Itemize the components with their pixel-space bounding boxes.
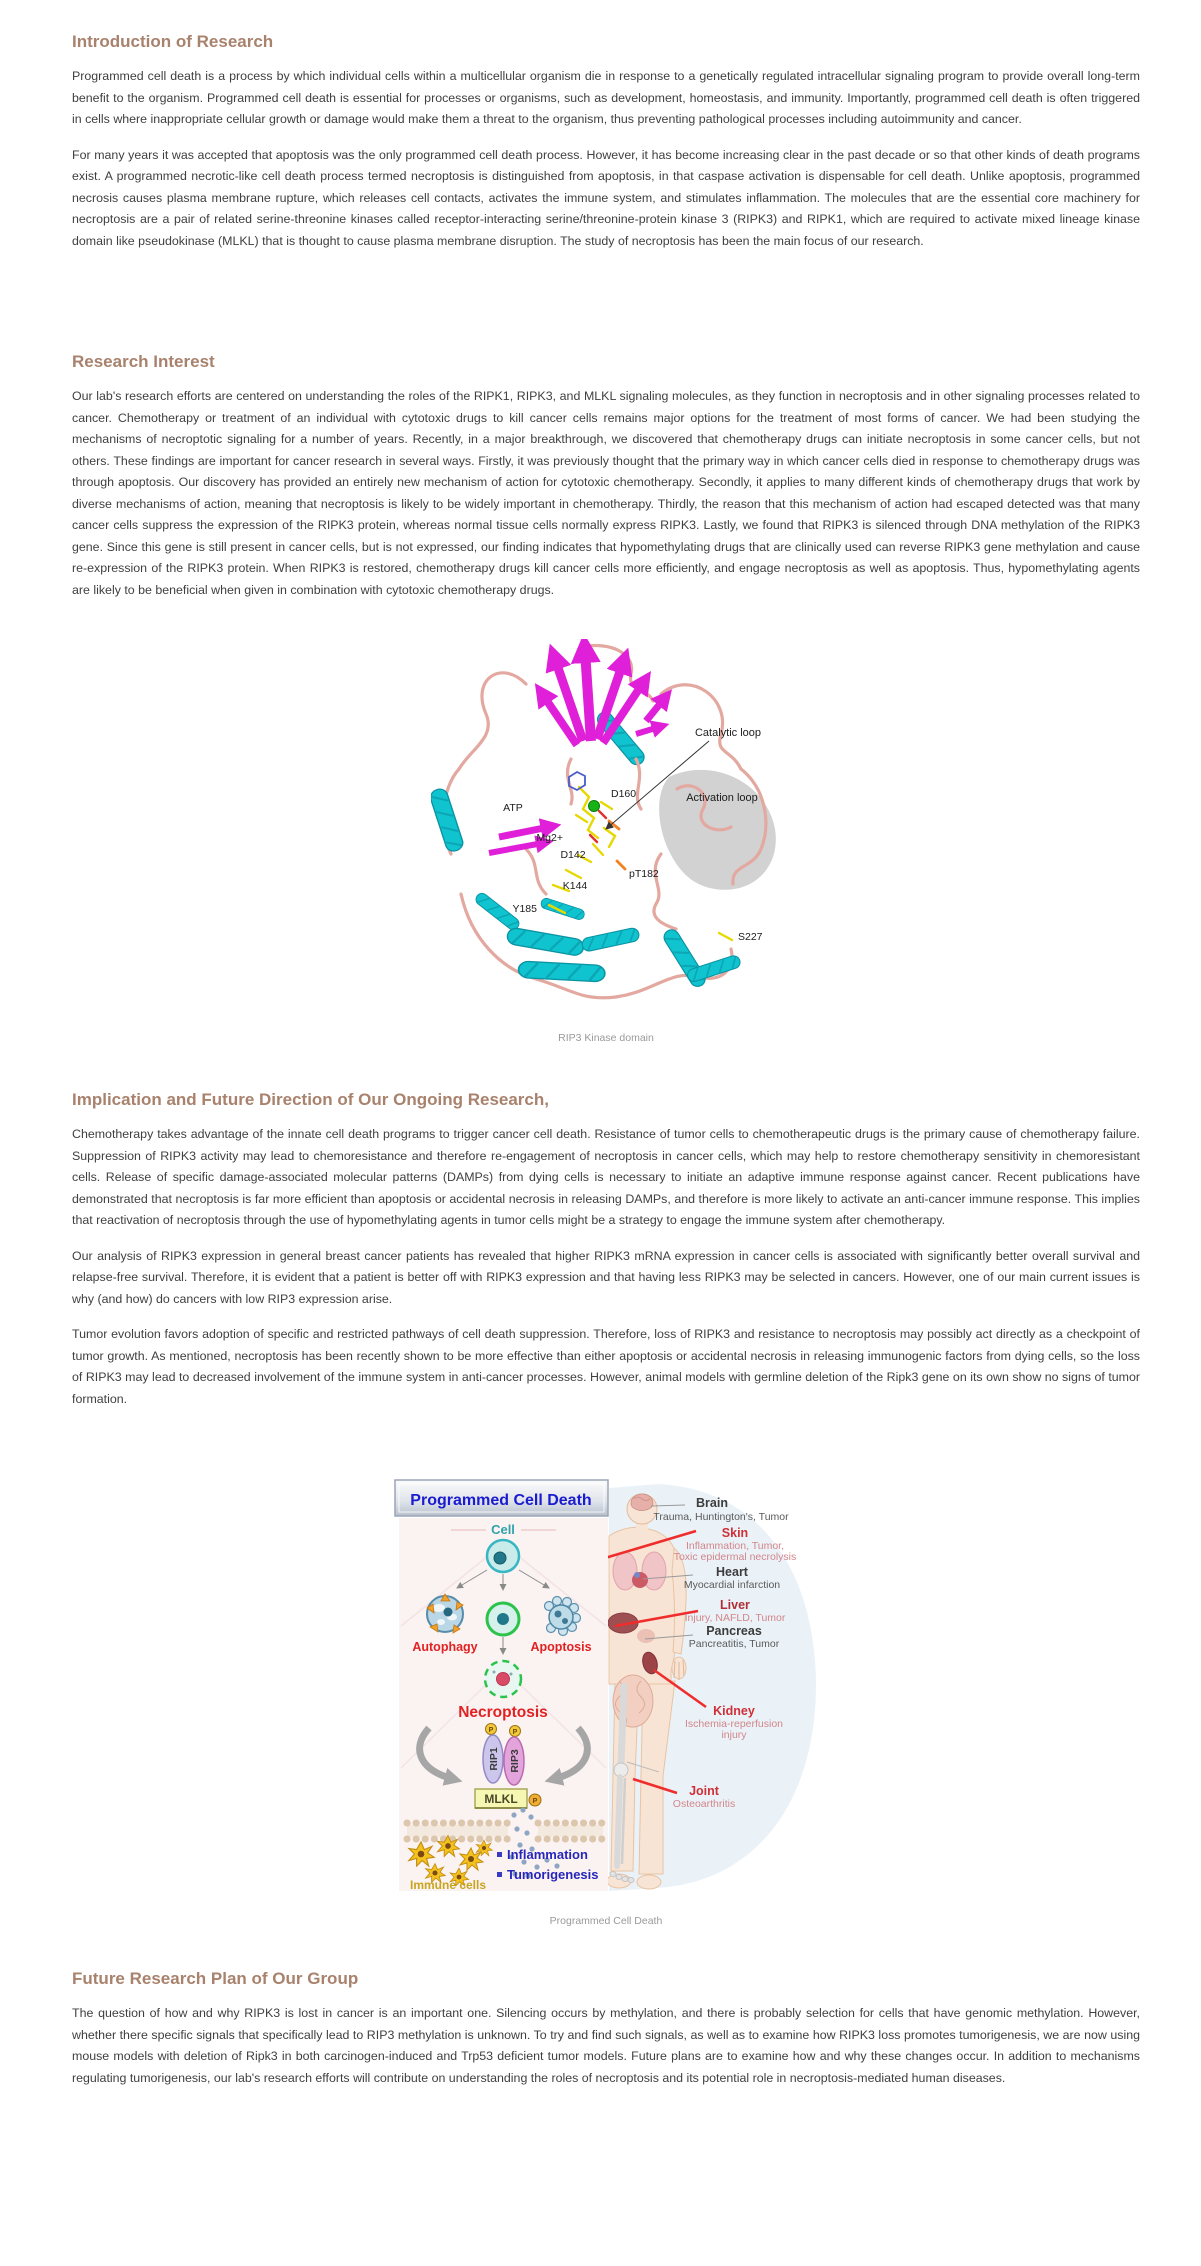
bullet-square <box>497 1852 502 1857</box>
research-interest-paragraph: Our lab's research efforts are centered on understanding the roles of the RIPK1, RIPK3, and MLKL signaling molecules, as they function in necroptosis and in other signaling processes related to cancer. Chemotherapy or treatment of an individual with cytotoxic drugs to kill cancer cells remains major options for the treatment of most forms of cancer. We had been studying the mechanisms of necroptotic signaling for a number of years. Recently, in a major breakthrough, we discovered that chemotherapy drugs can initiate necroptosis in some cancer cells, but not others. These findings are important for cancer research in several ways. Firstly, it was previously thought that the primary way in which cancer cells died in response to chemotherapy drugs was through apoptosis. Our discovery has provided an entirely new mechanism of action for cytotoxic chemotherapy. Secondly, it applies to many different kinds of chemotherapy drugs that work by diverse mechanisms of action, meaning that necroptosis is likely to be widely important in chemotherapy. Thirdly, the reason that this mechanism of action had escaped detected was that many cancer cells suppress the expression of the RIPK3 protein, whereas normal tissue cells normally express RIPK3. Lastly, we found that RIPK3 is silenced through DNA methylation of the RIPK3 gene. Since this gene is still present in cancer cells, but is not expressed, our finding indicates that hypomethylating drugs that are clinically used can reverse RIPK3 gene methylation and cause re-expression of the RIPK3 protein. When RIPK3 is restored, chemotherapy drugs kill cancer cells more efficiently, and engage necroptosis as well as apoptosis. Thus, hypomethylating agents are likely to be beneficial when given in combination with cytotoxic chemotherapy drugs. <box>72 389 1140 597</box>
implication-paragraph-3: Tumor evolution favors adoption of specific and restricted pathways of cell death suppression. Therefore, loss of RIPK3 and resistance to necroptosis may possibly act directly as a checkpoint of tumor growth. As mentioned, necroptosis has been recently shown to be more effective than either apoptosis or accidental necrosis in releasing immunogenic factors from dying cells, so the loss of RIPK3 may lead to decreased involvement of the immune system in anti-cancer processes. However, animal models with germline deletion of the Ripk3 gene on its own show no signs of tumor formation. <box>72 1327 1140 1406</box>
necroptotic-cell <box>485 1661 521 1697</box>
intro-paragraph-2: For many years it was accepted that apoptosis was the only programmed cell death process. However, it has become increasing clear in the past decade or so that other kinds of death programs exist. A programmed necrotic-like cell death process termed necroptosis is distinguished from apoptosis, in that caspase activation is dispensable for cell death. Unlike apoptosis, programmed necrosis causes plasma membrane rupture, which releases cell contacts, activates the immune system, and stimulates inflammation. The molecules that are the essential core machinery for necroptosis are a pair of related serine-threonine kinases called receptor-interacting serine/threonine-protein kinase 3 (RIPK3) and RIPK1, which are required to activate mixed lineage kinase domain like pseudokinase (MLKL) that is thought to cause plasma membrane disruption. The study of necroptosis has been the main focus of our research. <box>72 147 1140 248</box>
magnesium-ion <box>589 801 600 812</box>
implication-paragraph-1: Chemotherapy takes advantage of the innate cell death programs to trigger cancer cell death. Resistance of tumor cells to chemotherapeutic drugs is the primary cause of chemotherapy failure. Suppression of RIPK3 activity may lead to chemoresistance and therefore re-engagement of necroptosis in cancer cells, which may help to restore chemotherapy sensitivity in chemoresistant cells. Release of specific damage-associated molecular patterns (DAMPs) from dying cells is necessary to initiate an adaptive immune response against cancer. Recent publications have demonstrated that necroptosis is far more efficient than apoptosis or accidental necrosis in releasing DAMPs, and therefore is more likely to activate an anti-cancer immune response. This implies that reactivation of necroptosis through the use of hypomethylating agents in tumor cells might be a strategy to engage the immune system after chemotherapy. <box>72 1127 1140 1227</box>
intro-paragraph-1: Programmed cell death is a process by which individual cells within a multicellular organism die in response to a genetically regulated intracellular signaling program to provide overall long-term benefit to the organism. Programmed cell death is essential for processes or organisms, such as development, homeostasis, and immunity. Importantly, programmed cell death is often triggered in cells where inappropriate cellular growth or damage would make them a threat to the organism, thus preventing pathological processes including autoimmunity and cancer. <box>72 69 1140 126</box>
programmed-cell-death-image <box>391 1476 821 1896</box>
brain-organ <box>631 1494 653 1511</box>
phospho-p: P <box>488 1727 494 1734</box>
residue-y185-label: Y185 <box>512 903 537 915</box>
pcd-figure-caption: Programmed Cell Death <box>549 1915 663 1927</box>
phospho-p: P <box>512 1729 518 1736</box>
organ-cond-kidney-1: Ischemia-reperfusion <box>684 1718 784 1730</box>
figure-programmed-cell-death <box>391 1476 821 1927</box>
organ-cond-pancreas: Pancreatitis, Tumor <box>688 1638 780 1650</box>
organ-cond-joint: Osteoarthritis <box>672 1798 736 1810</box>
section-heading-introduction: Introduction of Research <box>72 32 274 51</box>
kinase-figure-caption: RIP3 Kinase domain <box>558 1032 654 1044</box>
organ-name-brain: Brain <box>696 1496 728 1510</box>
organ-cond-brain: Trauma, Huntington's, Tumor <box>653 1511 789 1523</box>
cell-label: Cell <box>491 1522 515 1537</box>
primed-cell <box>487 1603 519 1635</box>
organ-name-kidney: Kidney <box>713 1704 755 1718</box>
intestines <box>613 1675 653 1727</box>
phospho-p: P <box>532 1798 538 1805</box>
organ-cond-heart: Myocardial infarction <box>683 1579 781 1591</box>
immune-cells-label: Immune cells <box>409 1878 487 1892</box>
organ-name-liver: Liver <box>720 1598 750 1612</box>
organ-name-heart: Heart <box>716 1565 748 1579</box>
organ-cond-skin-2: Toxic epidermal necrolysis <box>673 1551 797 1563</box>
mlkl-label: MLKL <box>484 1792 518 1806</box>
organ-cond-liver: Injury, NAFLD, Tumor <box>684 1612 786 1624</box>
tumorigenesis-label: Tumorigenesis <box>507 1867 599 1882</box>
implication-paragraph-2: Our analysis of RIPK3 expression in general breast cancer patients has revealed that higher RIPK3 mRNA expression in cancer cells is associated with significantly better overall survival and relapse-free survival. Therefore, it is evident that a patient is better off with RIPK3 expression and that having less RIPK3 may be selected in cancers. However, one of our main current issues is why (and how) do cancers with low RIP3 expression arise. <box>72 1248 1140 1306</box>
organ-name-skin: Skin <box>721 1526 749 1540</box>
figure-kinase-domain <box>431 639 781 1044</box>
rip3-label: RIP3 <box>509 1749 521 1773</box>
atp-label: ATP <box>503 802 523 814</box>
bullet-square <box>497 1872 502 1877</box>
organ-cond-skin-1: Inflammation, Tumor, <box>685 1540 785 1552</box>
pancreas-organ <box>637 1629 655 1643</box>
section-heading-implication: Implication and Future Direction of Our Ongoing Research, <box>72 1090 549 1109</box>
body-panel <box>605 1484 816 1891</box>
pcd-title: Programmed Cell Death <box>410 1492 592 1509</box>
residue-d142-label: D142 <box>560 849 586 861</box>
section-heading-research-interest: Research Interest <box>72 352 215 371</box>
activation-loop-label: Activation loop <box>686 792 758 804</box>
pathway-panel <box>395 1480 608 1892</box>
autophagy-label: Autophagy <box>412 1640 478 1654</box>
inflammation-label: Inflammation <box>507 1847 588 1862</box>
organ-cond-kidney-2: injury <box>721 1729 747 1741</box>
residue-pt182-label: pT182 <box>629 868 659 880</box>
rip1-label: RIP1 <box>488 1747 500 1771</box>
residue-d160-label: D160 <box>611 788 637 800</box>
future-plan-paragraph: The question of how and why RIPK3 is lost in cancer is an important one. Silencing occurs by methylation, and there is probably selection for cells that have genomic methylation. However, whether there specific signals that specifically lead to RIP3 methylation is unknown. To try and find such signals, as well as to examine how RIPK3 loss promotes tumorigenesis, we are now using mouse models with deletion of Ripk3 in both carcinogen-induced and Trp53 deficient tumor models. Future plans are to examine how and why these changes occur. In addition to mechanisms regulating tumorigenesis, our lab's research efforts will contribute on understanding the roles of necroptosis and its potential role in necroptosis-mediated human diseases. <box>72 2006 1140 2085</box>
autophagy-cell <box>427 1594 463 1633</box>
catalytic-loop-label: Catalytic loop <box>694 727 762 739</box>
organ-name-joint: Joint <box>689 1784 719 1798</box>
plasma-membrane <box>407 1823 603 1839</box>
residue-k144-label: K144 <box>562 880 588 892</box>
kinase-structure-image <box>431 639 781 1019</box>
section-heading-future-plan: Future Research Plan of Our Group <box>72 1969 359 1988</box>
magnesium-label: Mg2+ <box>536 832 563 844</box>
atp-adenine-ring <box>569 772 585 790</box>
organ-name-pancreas: Pancreas <box>706 1624 762 1638</box>
residue-s227-label: S227 <box>738 931 763 943</box>
apoptosis-label: Apoptosis <box>530 1640 592 1654</box>
necroptosis-label: Necroptosis <box>458 1704 548 1721</box>
